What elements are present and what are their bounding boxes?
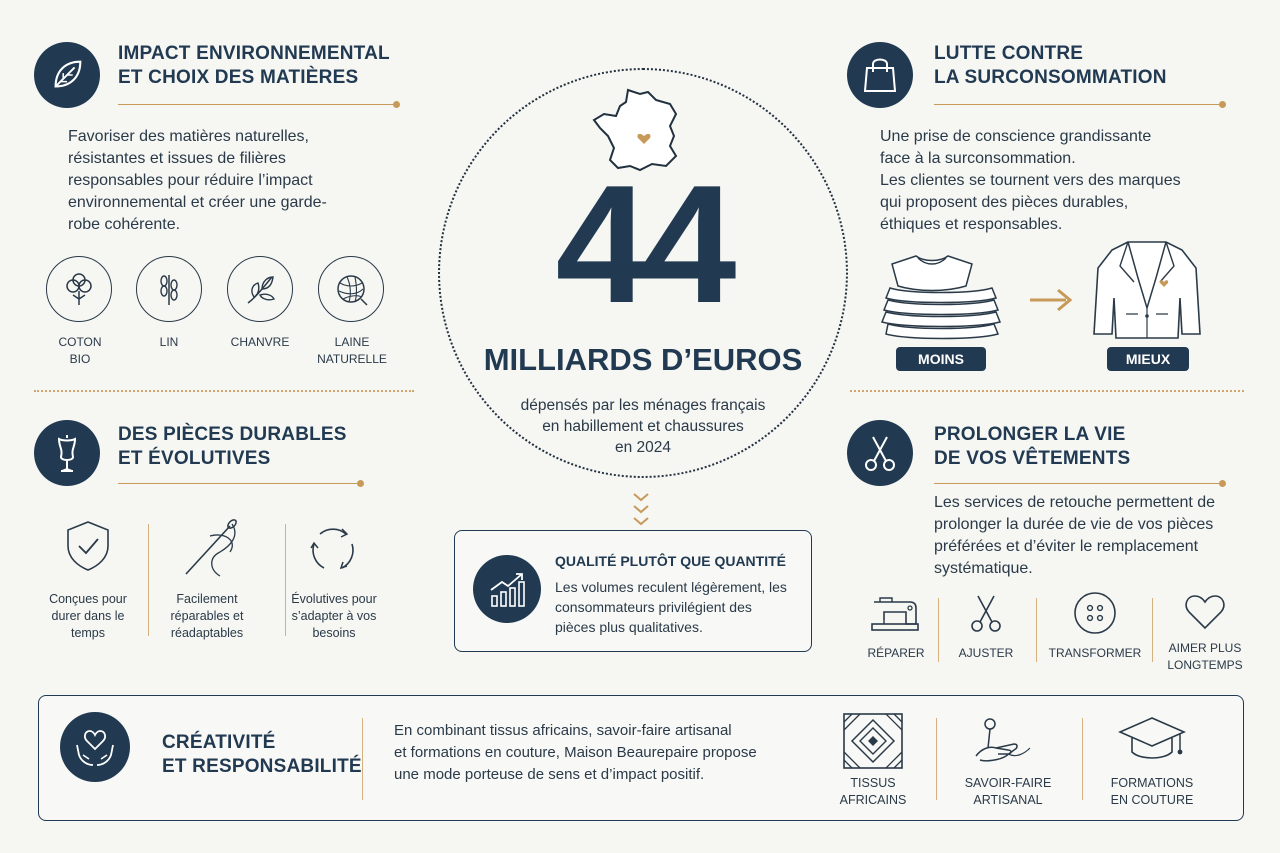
env-rule [118, 104, 396, 105]
quality-title: QUALITÉ PLUTÔT QUE QUANTITÉ [555, 553, 786, 569]
material-label-cotton: COTON BIO [58, 335, 102, 366]
right-divider [850, 390, 1244, 392]
blazer-wrap [1090, 238, 1204, 342]
button-icon [1072, 590, 1118, 636]
care-hands-icon-badge [60, 712, 130, 782]
bottom-title: CRÉATIVITÉ ET RESPONSABILITÉ [162, 732, 362, 777]
shopping-bag-icon-badge [847, 42, 913, 108]
scissors-badge-icon [861, 433, 899, 473]
extend-rule [934, 483, 1222, 484]
needle-thread-icon [180, 516, 244, 580]
service-label-repair: RÉPARER [867, 646, 925, 660]
mannequin-icon [49, 433, 85, 473]
service-love-icon-wrap [1183, 592, 1227, 632]
material-hemp [227, 256, 293, 322]
pillar-artisan-icon-wrap [972, 714, 1034, 768]
cycle-arrows-icon [306, 522, 360, 576]
pillar-fabric-icon-wrap [842, 712, 904, 770]
overconsumption-rule [934, 104, 1222, 105]
durable-item-2-text: Facilement réparables et réadaptables [170, 592, 244, 640]
quality-text: Les volumes reculent légèrement, les consommateurs privilégient des pièces plus qualitatives. [555, 579, 787, 635]
extend-text: Les services de retouche permettent de prolonger la durée de vie de vos pièces préférées et d’éviter le remplacement systématique. [934, 494, 1216, 577]
shopping-bag-icon [862, 56, 898, 94]
overconsumption-rule-dot [1219, 101, 1226, 108]
service-sep-3 [1152, 598, 1153, 662]
mannequin-icon-badge [34, 420, 100, 486]
pillar-label-fabric: TISSUS AFRICAINS [839, 776, 907, 807]
scissors-icon-badge [847, 420, 913, 486]
clothes-pile-wrap [876, 250, 1006, 344]
material-label-hemp: CHANVRE [230, 335, 290, 349]
service-transform-icon-wrap [1072, 590, 1118, 636]
less-label: MOINS [896, 347, 986, 371]
clothes-pile-icon [876, 250, 1006, 344]
graduation-cap-icon [1116, 712, 1188, 766]
extend-rule-dot [1219, 480, 1226, 487]
pillar-training-icon-wrap [1116, 712, 1188, 766]
center-description: dépensés par les ménages français en habillement et chaussures en 2024 [520, 397, 766, 456]
care-hands-icon [73, 725, 117, 769]
durable-rule-dot [357, 480, 364, 487]
arrow-right-icon [1028, 286, 1074, 314]
center-unit: MILLIARDS D’EUROS [483, 342, 803, 377]
durable-item-3-icon-wrap [306, 522, 360, 576]
durable-rule [118, 483, 360, 484]
service-sep-1 [938, 598, 939, 662]
left-divider [34, 390, 414, 392]
chevrons-down-icon [630, 490, 652, 532]
service-label-love: AIMER PLUS LONGTEMPS [1167, 641, 1243, 672]
extend-title: PROLONGER LA VIE DE VOS VÊTEMENTS [934, 424, 1131, 469]
heart-outline-icon [1183, 592, 1227, 632]
durable-item-1-icon-wrap [62, 518, 114, 574]
cotton-icon [59, 269, 99, 309]
pillar-label-artisan: SAVOIR-FAIRE ARTISANAL [964, 776, 1052, 807]
env-rule-dot [393, 101, 400, 108]
durable-item-1-text: Conçues pour durer dans le temps [49, 592, 127, 640]
service-sep-2 [1036, 598, 1037, 662]
bottom-sep-3 [1082, 718, 1083, 800]
artisan-hand-icon [972, 714, 1034, 768]
leaf-icon-badge [34, 42, 100, 108]
bottom-text: En combinant tissus africains, savoir-faire artisanal et formations en couture, Maison Beaurepaire propose une mode porteuse de sens et d’impact positif. [394, 722, 757, 783]
center-number: 44 [555, 150, 731, 338]
service-label-adjust: AJUSTER [958, 646, 1014, 660]
service-adjust-icon-wrap [966, 592, 1006, 636]
service-repair-icon-wrap [868, 592, 920, 634]
hemp-icon [240, 269, 280, 309]
overconsumption-title: LUTTE CONTRE LA SURCONSOMMATION [934, 43, 1167, 88]
material-label-wool: LAINE NATURELLE [317, 335, 387, 366]
material-label-flax: LIN [159, 335, 179, 349]
durable-sep-1 [148, 524, 149, 636]
material-wool [318, 256, 384, 322]
flax-icon [149, 269, 189, 309]
pillar-label-training: FORMATIONS EN COUTURE [1110, 776, 1194, 807]
sewing-machine-icon [868, 592, 920, 634]
wool-icon [331, 269, 371, 309]
growth-chart-icon-badge [473, 555, 541, 623]
env-text: Favoriser des matières naturelles, résistantes et issues de filières responsables pour réduire l’impact environnemental et créer une garde-robe cohérente. [68, 128, 327, 233]
bottom-sep-1 [362, 718, 363, 800]
durable-title: DES PIÈCES DURABLES ET ÉVOLUTIVES [118, 424, 347, 469]
durable-item-2-icon-wrap [180, 516, 244, 580]
env-title: IMPACT ENVIRONNEMENTAL ET CHOIX DES MATIÈRES [118, 43, 390, 88]
material-flax [136, 256, 202, 322]
material-cotton [46, 256, 112, 322]
service-label-transform: TRANSFORMER [1048, 646, 1142, 660]
bottom-sep-2 [936, 718, 937, 800]
african-fabric-icon [842, 712, 904, 770]
growth-chart-icon [486, 568, 528, 610]
leaf-icon [48, 56, 86, 94]
better-label: MIEUX [1107, 347, 1189, 371]
overconsumption-text: Une prise de conscience grandissante face à la surconsommation. Les clientes se tournent vers des marques qui proposent des pièces durables, éthiques et responsables. [880, 128, 1181, 233]
blazer-icon [1090, 238, 1204, 342]
scissors-icon [966, 592, 1006, 636]
durable-item-3-text: Évolutives pour s’adapter à vos besoins [291, 592, 377, 640]
quality-box [454, 530, 812, 652]
shield-check-icon [62, 518, 114, 574]
